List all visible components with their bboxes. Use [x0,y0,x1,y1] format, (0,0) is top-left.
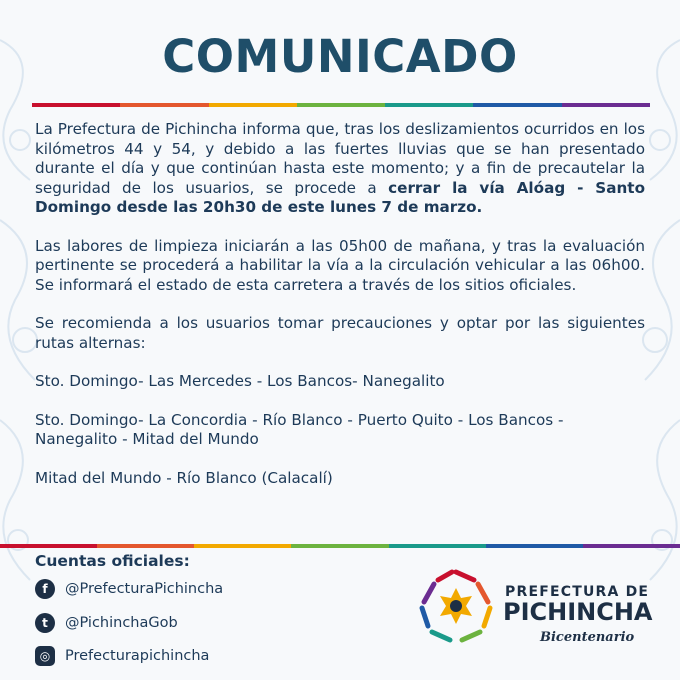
route-2: Sto. Domingo- La Concordia - Río Blanco - Puerto Quito - Los Bancos - Nanegalito - Mitad del Mundo [35,410,564,448]
rainbow-segment [32,103,120,107]
rainbow-segment [486,544,583,548]
instagram-icon: ◎ [35,646,55,666]
route-1: Sto. Domingo- Las Mercedes - Los Bancos- Nanegalito [35,372,445,390]
closure-highlight: cerrar la vía Alóag - Santo Domingo desde las 20h30 de este lunes 7 de marzo. [35,178,645,216]
rainbow-segment [194,544,291,548]
rainbow-segment [389,544,486,548]
rainbow-divider-bottom [0,544,680,548]
rainbow-segment [0,544,97,548]
rainbow-segment [562,103,650,107]
account-handle: @PichinchaGob [65,615,178,631]
rainbow-segment [297,103,385,107]
closure-text: La Prefectura de Pichincha informa que, tras los deslizamientos ocurridos en los kilómetros 44 y 54, y debido a las fuertes lluvias que se han presentado durante el día y que continúan hasta este momento; y a fin de precautelar la seguridad de los usuarios, se procede a [35,120,645,197]
rainbow-segment [385,103,473,107]
brand-line-2: PICHINCHA [503,598,653,626]
announcement-body [35,120,645,507]
account-twitter[interactable] [35,613,178,633]
rainbow-divider-top [32,103,650,107]
accounts-title: Cuentas oficiales: [35,552,190,570]
paragraph-cleanup: Las labores de limpieza iniciarán a las 05h00 de mañana, y tras la evaluación pertinente se procederá a habilitar la vía a la circulación vehicular a las 06h00. Se informará el estado de esta carretera a través de los sitios oficiales. [35,236,645,294]
route-3: Mitad del Mundo - Río Blanco (Calacalí) [35,468,333,487]
rainbow-segment [209,103,297,107]
prefectura-logo-icon [416,566,496,646]
brand-line-1: PREFECTURA DE [505,584,650,600]
account-handle: @PrefecturaPichincha [65,581,224,597]
facebook-icon: f [35,579,55,599]
account-facebook[interactable] [35,579,223,599]
brand-line-3: Bicentenario [540,630,635,645]
rainbow-segment [120,103,208,107]
page-title: COMUNICADO [162,30,518,83]
rainbow-segment [291,544,388,548]
paragraph-recommendation: Se recomienda a los usuarios tomar precauciones y optar por las siguientes rutas alternas: [35,314,645,352]
rainbow-segment [583,544,680,548]
rainbow-segment [97,544,194,548]
twitter-icon: t [35,613,55,633]
rainbow-segment [473,103,561,107]
account-handle: Prefecturapichincha [65,648,210,664]
paragraph-closure [35,120,645,218]
account-instagram[interactable] [35,646,209,666]
